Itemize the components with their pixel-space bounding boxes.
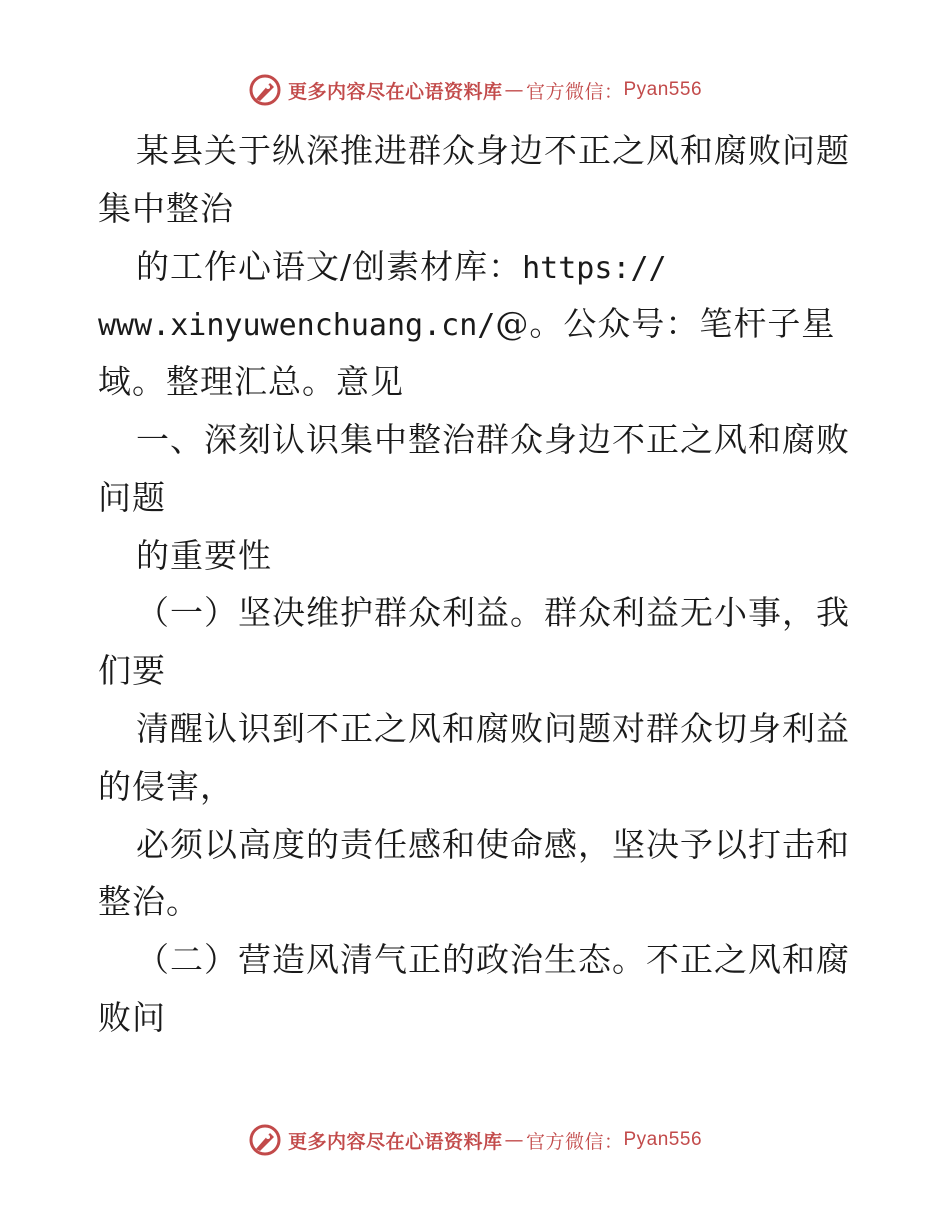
banner-contact-handle: Pyan556 [623,1129,703,1150]
doc-url-fragment: https:// [522,250,667,286]
doc-title-line-1: 某县关于纵深推进群众身边不正之风和腐败问题 [136,131,850,170]
banner-contact-label: 官方微信： [525,80,624,103]
doc-line: 整治。 [98,882,200,922]
doc-line: 败问 [98,997,166,1037]
pen-nib-logo-icon [248,1123,282,1157]
header-banner [0,70,950,110]
doc-line: 的侵害， [98,766,234,806]
doc-line: （一）坚决维护群众利益。群众利益无小事，我 [136,593,850,633]
banner-contact-handle: Pyan556 [623,79,703,100]
doc-url-fragment: www.xinyuwenchuang.cn/ [98,308,496,344]
footer-banner [0,1120,950,1160]
doc-heading-line: 问题 [98,477,166,517]
doc-text: 的工作心语文/创素材库： [136,246,523,286]
doc-title-line-2: 集中整治 [98,188,234,228]
doc-text: @。公众号：笔杆子星 [495,304,836,344]
document-body [98,122,858,1047]
banner-brand-text: 更多内容尽在心语资料库 [287,1130,503,1153]
banner-separator: — [504,79,524,101]
doc-line [98,295,858,353]
doc-line: 必须以高度的责任感和使命感，坚决予以打击和 [136,824,850,864]
banner-separator: — [504,1129,524,1151]
banner-brand-text: 更多内容尽在心语资料库 [287,80,503,103]
doc-line: 清醒认识到不正之风和腐败问题对群众切身利益 [136,708,850,748]
doc-line: 们要 [98,651,166,691]
doc-line: 域。整理汇总。意见 [98,362,404,402]
banner-contact-label: 官方微信： [525,1130,624,1153]
doc-line [98,238,858,296]
doc-heading-line: 一、深刻认识集中整治群众身边不正之风和腐败 [136,419,850,459]
pen-nib-logo-icon [248,73,282,107]
doc-line: （二）营造风清气正的政治生态。不正之风和腐 [136,940,850,980]
doc-heading-line: 的重要性 [136,535,272,575]
